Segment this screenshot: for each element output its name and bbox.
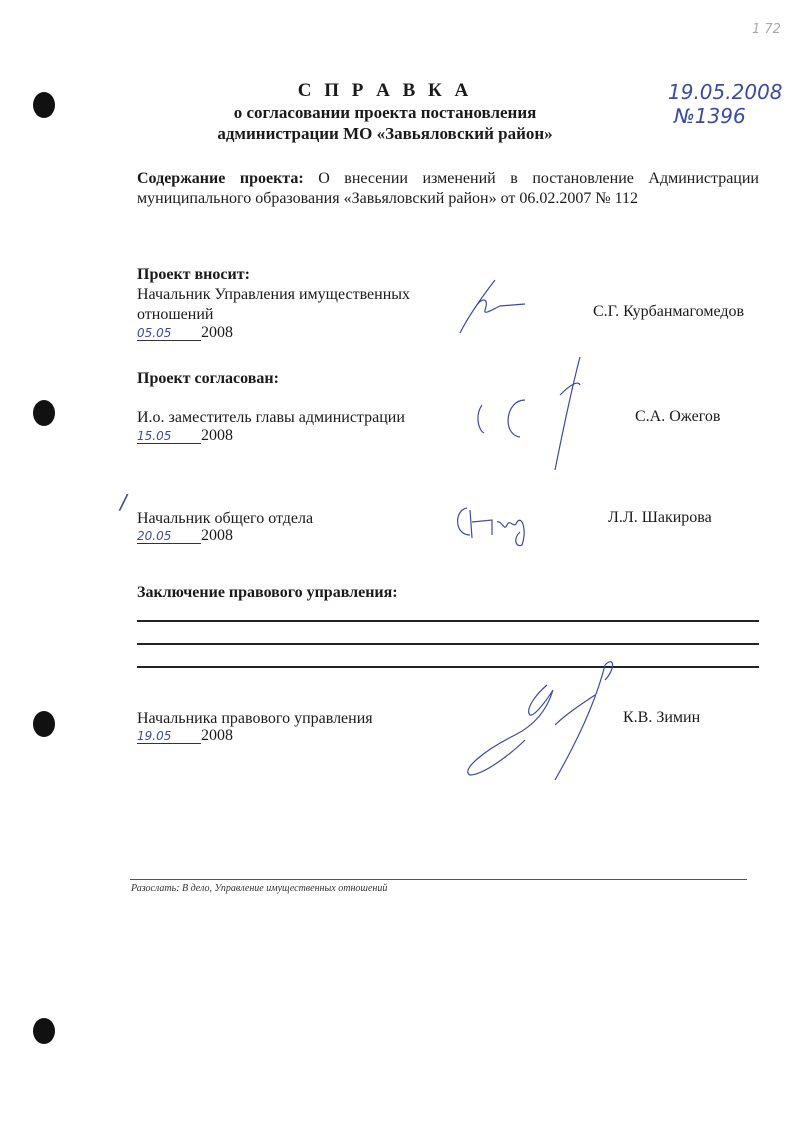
registration-date: 19.05.2008 [668,80,783,104]
signer-2-position: Начальник общего отдела [137,510,314,527]
document-subtitle-2: администрации МО «Завьяловский район» [217,124,553,143]
signature-kurbanmagomedov [455,278,555,338]
submitter-position-1: Начальник Управления имущественных [137,286,411,303]
project-content-label: Содержание проекта: [137,170,304,187]
submitter-year: 2008 [201,324,233,341]
signer-1-name: С.А. Ожегов [635,408,721,425]
submitter-date-hand: 05.05 [137,326,201,341]
legal-date [137,727,233,745]
conclusion-line-1 [137,620,759,622]
document-subtitle-1: о согласовании проекта постановления [233,103,537,122]
project-content [137,169,759,209]
footer-rule [130,879,747,880]
legal-date-hand: 19.05 [137,729,201,744]
legal-heading: Заключение правового управления: [137,584,398,601]
signer-1-year: 2008 [201,427,233,444]
legal-position: Начальника правового управления [137,710,373,727]
signer-2-date [137,527,233,545]
tick-mark: / [120,490,127,514]
submitter-name: С.Г. Курбанмагомедов [593,303,745,320]
submitter-date [137,324,233,342]
signature-ozhegov [470,355,640,475]
project-content-text: О внесении изменений в постановление Администрации муниципального образования «Завьяловский район» от 06.02.2007 № 112 [137,170,759,207]
submitter-position-2: отношений [137,306,214,323]
corner-mark: 1 72 [752,22,781,37]
signer-1-date-hand: 15.05 [137,429,201,444]
punch-hole [33,711,55,737]
legal-year: 2008 [201,727,233,744]
signature-shakirova [452,500,552,550]
signer-2-name: Л.Л. Шакирова [608,509,712,526]
signer-2-date-hand: 20.05 [137,529,201,544]
submitted-heading: Проект вносит: [137,266,250,283]
punch-hole [33,1018,55,1044]
document-title: С П Р А В К А [297,80,473,101]
signer-1-position: И.о. заместитель главы администрации [137,409,405,426]
distribution-note: Разослать: В дело, Управление имущественных отношений [131,883,388,894]
registration-number: №1396 [674,104,746,128]
signer-1-date [137,427,233,445]
conclusion-line-2 [137,643,759,645]
punch-hole [33,400,55,426]
legal-name: К.В. Зимин [623,709,701,726]
approved-heading: Проект согласован: [137,370,279,387]
signer-2-year: 2008 [201,527,233,544]
conclusion-line-3 [137,666,759,668]
